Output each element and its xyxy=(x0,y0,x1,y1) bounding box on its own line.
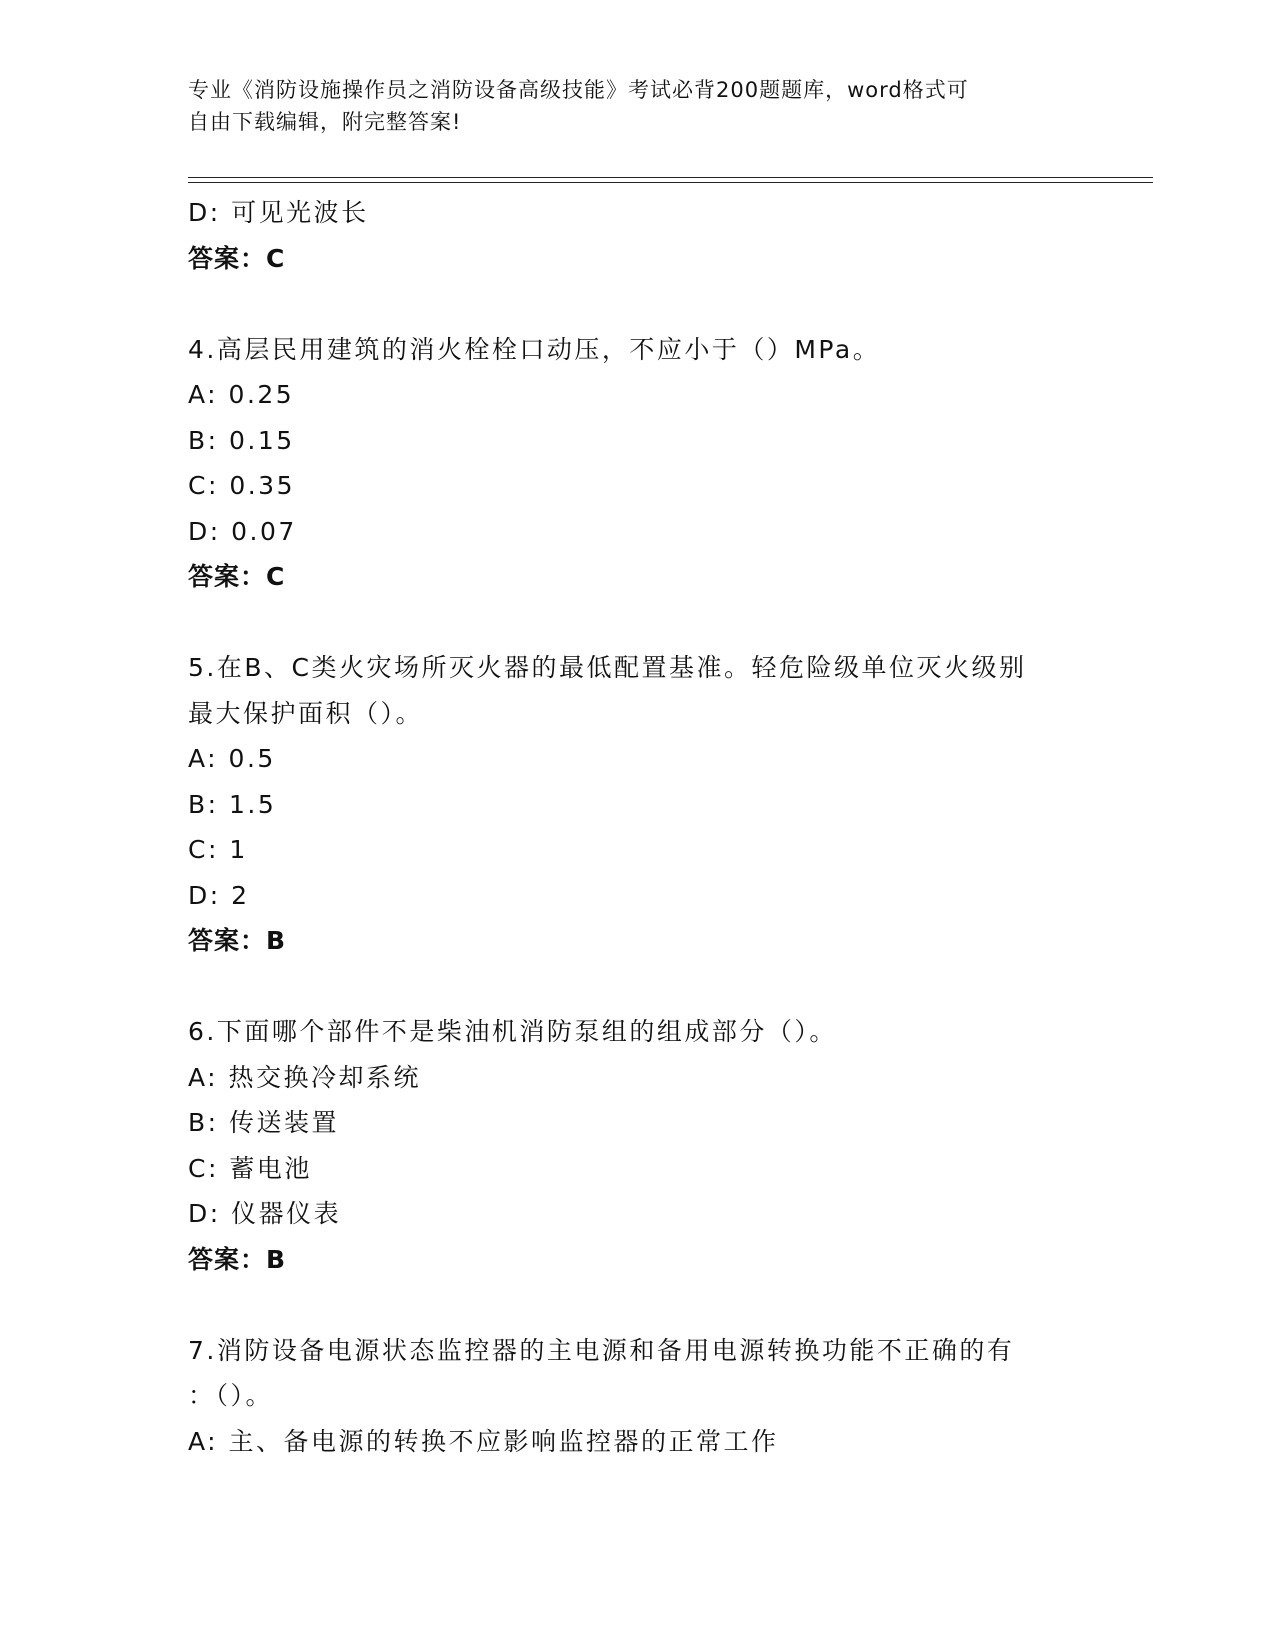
question-stem-continued: 最大保护面积（）。 xyxy=(188,698,424,728)
question-stem: 6.下面哪个部件不是柴油机消防泵组的组成部分（）。 xyxy=(188,1017,837,1046)
spacer xyxy=(188,281,1088,327)
option-b: B: 传送装置 xyxy=(188,1108,340,1137)
question-7 xyxy=(188,1328,1088,1465)
question-stem-continued: ：（）。 xyxy=(188,1381,274,1410)
option-b: B: 1.5 xyxy=(188,789,277,819)
option-d: D: 0.07 xyxy=(188,516,297,546)
question-list xyxy=(188,190,1088,1464)
spacer xyxy=(188,964,1088,1010)
option-a: A: 0.25 xyxy=(188,380,295,409)
option-c: C: 0.35 xyxy=(188,471,295,500)
option-c: C: 1 xyxy=(188,835,248,864)
answer: 答案：B xyxy=(188,1244,287,1274)
answer: 答案：B xyxy=(188,926,287,955)
option-d: D: 仪器仪表 xyxy=(188,1199,342,1228)
option-d: D: 2 xyxy=(188,880,250,910)
question-5 xyxy=(188,645,1088,964)
prev-question-answer: 答案：C xyxy=(188,243,286,273)
question-stem: 7.消防设备电源状态监控器的主电源和备用电源转换功能不正确的有 xyxy=(188,1335,1015,1365)
question-6 xyxy=(188,1009,1088,1282)
option-a: A: 主、备电源的转换不应影响监控器的正常工作 xyxy=(188,1426,779,1456)
header-divider xyxy=(188,177,1153,183)
answer: 答案：C xyxy=(188,562,286,591)
question-stem: 4.高层民用建筑的消火栓栓口动压，不应小于（）MPa。 xyxy=(188,334,881,364)
prev-question-option-d: D: 可见光波长 xyxy=(188,198,369,227)
question-4 xyxy=(188,327,1088,600)
spacer xyxy=(188,1282,1088,1328)
option-c: C: 蓄电池 xyxy=(188,1153,312,1183)
question-stem: 5.在B、C类火灾场所灭火器的最低配置基准。轻危险级单位灭火级别 xyxy=(188,653,1027,682)
option-a: A: 热交换冷却系统 xyxy=(188,1062,422,1092)
header-line-2: 自由下载编辑，附完整答案! xyxy=(188,110,462,134)
option-a: A: 0.5 xyxy=(188,744,276,773)
document-header xyxy=(188,74,1068,138)
spacer xyxy=(188,600,1088,646)
header-line-1: 专业《消防设施操作员之消防设备高级技能》考试必背200题题库，word格式可 xyxy=(188,78,969,102)
option-b: B: 0.15 xyxy=(188,425,295,455)
